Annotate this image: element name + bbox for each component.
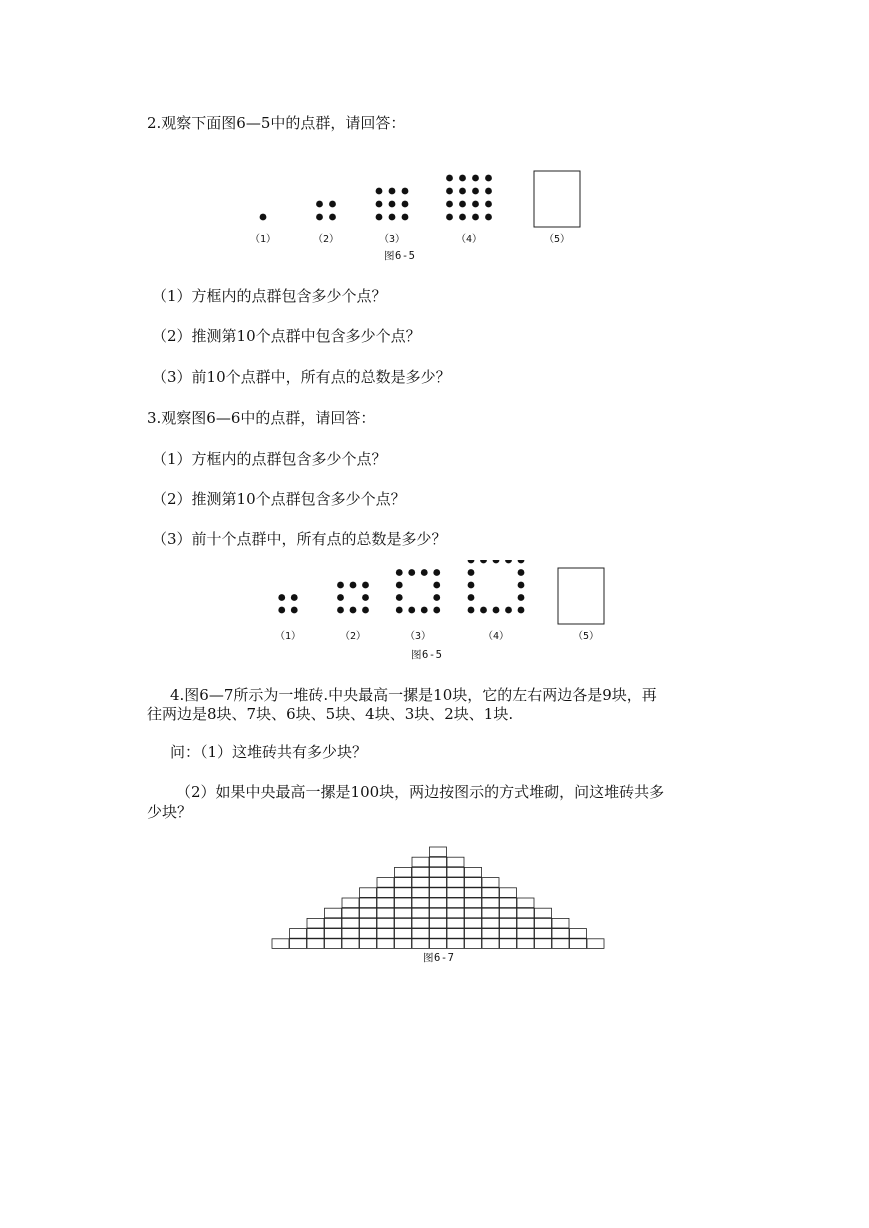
q4-ask2-line1: （2）如果中央最高一摞是100块，两边按图示的方式堆砌，问这堆砖共多 [176,783,665,801]
brick [395,867,412,877]
brick [412,918,429,928]
brick [430,847,447,857]
dot [518,569,525,576]
dot [446,175,453,182]
brick [500,939,517,949]
brick [500,929,517,939]
brick [447,888,464,898]
brick [430,918,447,928]
figure-label: （3） [404,631,432,642]
dot [433,594,440,601]
dot [459,201,466,208]
brick [447,939,464,949]
brick [430,939,447,949]
brick [552,939,569,949]
figure-label: （5） [572,631,600,642]
dot [468,594,475,601]
brick [447,878,464,888]
dot [472,188,479,195]
dot [362,594,369,601]
brick [412,939,429,949]
brick [325,939,342,949]
brick [412,929,429,939]
brick [430,898,447,908]
brick [500,908,517,918]
brick [447,857,464,867]
brick [342,908,359,918]
q4-line2: 往两边是8块、7块、6块、5块、4块、3块、2块、1块. [147,705,514,723]
brick [360,888,377,898]
brick [482,939,499,949]
dot [389,214,396,221]
figure-label: （1） [249,234,277,245]
q4-ask1: 问：（1）这堆砖共有多少块？ [170,743,368,761]
dot [485,214,492,221]
figure-label: （3） [378,234,406,245]
dot [480,560,487,563]
brick [447,929,464,939]
figure-6-7-brick-pile [270,845,610,951]
empty-box [558,568,604,624]
dot [421,607,428,614]
q3-sub2: （2）推测第10个点群包含多少个点？ [152,490,406,508]
dot [396,607,403,614]
brick [360,939,377,949]
brick [412,908,429,918]
dot [337,594,344,601]
figure-label: （1） [274,631,302,642]
dot [362,607,369,614]
brick [412,888,429,898]
dot [468,569,475,576]
dot [446,214,453,221]
figure-6-7-caption: 图6-7 [423,952,455,964]
brick [377,888,394,898]
dot [278,594,285,601]
brick [377,939,394,949]
brick [465,929,482,939]
brick [465,878,482,888]
brick [465,888,482,898]
brick [447,898,464,908]
dot [433,582,440,589]
brick [377,918,394,928]
brick [535,939,552,949]
brick [395,898,412,908]
dot [468,560,475,563]
dot [472,214,479,221]
dot [316,214,323,221]
dot [402,201,409,208]
dot [459,188,466,195]
brick [552,918,569,928]
brick [500,898,517,908]
brick [377,898,394,908]
brick [395,888,412,898]
dot-rings-svg [260,560,620,650]
brick [360,908,377,918]
brick-pile-svg [270,845,610,951]
dot [389,201,396,208]
dot [260,214,267,221]
brick [360,918,377,928]
dot [433,607,440,614]
brick [395,908,412,918]
dot [459,214,466,221]
dot [329,201,336,208]
dot [485,175,492,182]
dot [337,582,344,589]
brick [412,857,429,867]
brick [517,898,534,908]
dot [350,582,357,589]
brick [412,867,429,877]
dot [446,188,453,195]
brick [377,878,394,888]
dot [472,201,479,208]
brick [325,929,342,939]
dot [446,201,453,208]
q2-sub3: （3）前10个点群中，所有点的总数是多少？ [152,368,451,386]
dot [291,607,298,614]
brick [535,918,552,928]
dot [376,188,383,195]
brick [482,908,499,918]
dot [408,569,415,576]
dot [480,607,487,614]
brick [552,929,569,939]
dot [408,607,415,614]
brick [535,908,552,918]
dot [396,569,403,576]
q4-line1: 4.图6—7所示为一堆砖.中央最高一摞是10块，它的左右两边各是9块，再 [170,686,657,704]
brick [517,918,534,928]
dot [518,582,525,589]
q2-sub1: （1）方框内的点群包含多少个点？ [152,287,387,305]
brick [482,888,499,898]
brick [342,929,359,939]
dot [421,569,428,576]
dot [316,201,323,208]
brick [587,939,604,949]
brick [465,898,482,908]
dot [337,607,344,614]
brick [342,918,359,928]
dot [350,607,357,614]
brick [307,939,324,949]
brick [325,918,342,928]
brick [570,929,587,939]
brick [447,908,464,918]
figure-6-5-dot-squares [240,165,600,265]
brick [465,908,482,918]
brick [377,908,394,918]
brick [412,878,429,888]
brick [360,929,377,939]
brick [465,939,482,949]
dot [493,560,500,563]
brick [430,857,447,867]
q4-ask2-line2: 少块？ [147,803,193,821]
dot [362,582,369,589]
dot [402,214,409,221]
brick [395,929,412,939]
dot [459,175,466,182]
brick [447,867,464,877]
brick [430,929,447,939]
brick [395,878,412,888]
brick [360,898,377,908]
dot [396,582,403,589]
brick [482,898,499,908]
brick [430,867,447,877]
brick [430,878,447,888]
q3-sub1: （1）方框内的点群包含多少个点？ [152,450,387,468]
brick [447,918,464,928]
dot [433,569,440,576]
dot [472,175,479,182]
brick [342,939,359,949]
brick [377,929,394,939]
q2-sub2: （2）推测第10个点群中包含多少个点？ [152,327,421,345]
brick [395,939,412,949]
brick [342,898,359,908]
dot [329,214,336,221]
brick [500,918,517,928]
q3-sub3: （3）前十个点群中，所有点的总数是多少？ [152,530,447,548]
dot [402,188,409,195]
brick [482,878,499,888]
dot [291,594,298,601]
dot [493,607,500,614]
q2-title: 2.观察下面图6—5中的点群，请回答： [147,114,406,132]
dot [376,214,383,221]
dot [389,188,396,195]
brick [290,939,307,949]
empty-box [534,171,580,227]
brick [272,939,289,949]
dot-squares-svg [240,165,600,265]
dot [518,594,525,601]
dot [485,201,492,208]
figure-6-6-caption: 图6-5 [411,649,443,661]
dot [505,560,512,563]
figure-6-6-dot-rings [260,560,620,650]
dot [485,188,492,195]
brick [307,918,324,928]
figure-6-5-caption: 图6-5 [384,250,416,262]
brick [290,929,307,939]
brick [517,929,534,939]
figure-label: （4） [455,234,483,245]
brick [517,908,534,918]
figure-label: （5） [543,234,571,245]
brick [482,918,499,928]
brick [430,908,447,918]
figure-label: （2） [312,234,340,245]
brick [482,929,499,939]
brick [465,918,482,928]
brick [535,929,552,939]
figure-label: （4） [482,631,510,642]
dot [518,607,525,614]
dot [468,582,475,589]
brick [430,888,447,898]
brick [500,888,517,898]
brick [325,908,342,918]
dot [396,594,403,601]
brick [570,939,587,949]
brick [517,939,534,949]
dot [468,607,475,614]
brick [412,898,429,908]
dot [518,560,525,563]
dot [505,607,512,614]
dot [278,607,285,614]
q3-title: 3.观察图6—6中的点群，请回答： [147,409,376,427]
brick [395,918,412,928]
brick [307,929,324,939]
brick [465,867,482,877]
figure-label: （2） [339,631,367,642]
dot [376,201,383,208]
